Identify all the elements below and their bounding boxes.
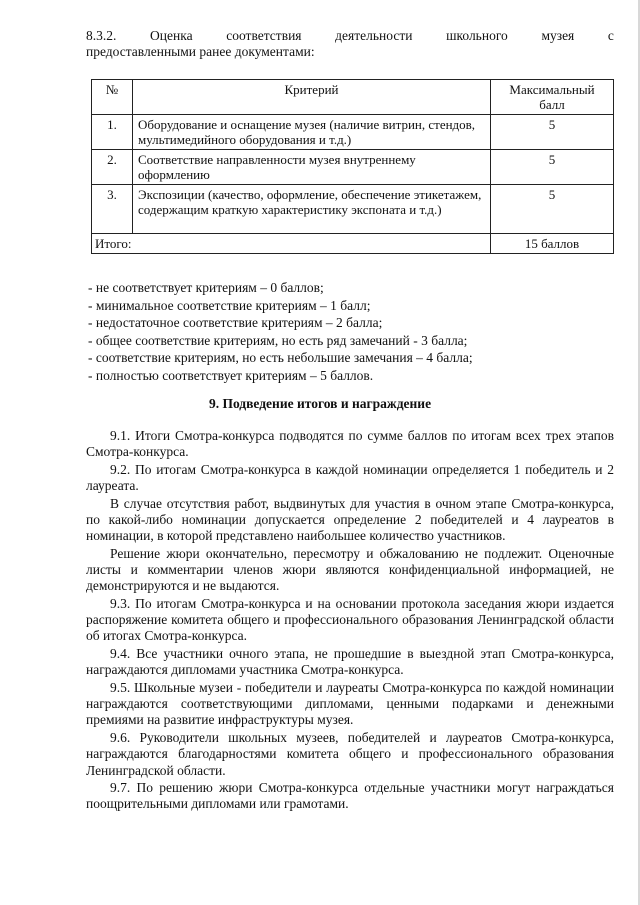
paragraph: 9.2. По итогам Смотра-конкурса в каждой номинации определяется 1 победитель и 2 лауреата. <box>86 461 614 494</box>
section-8-3-2-intro <box>86 28 614 60</box>
table-row <box>92 115 614 150</box>
row-max-score: 5 <box>491 185 614 234</box>
section-9-title: 9. Подведение итогов и награждение <box>208 396 432 411</box>
intro-word: деятельности <box>335 28 413 43</box>
total-value: 15 баллов <box>491 234 614 254</box>
paragraph: В случае отсутствия работ, выдвинутых для участия в очном этапе Смотра-конкурса, по какой-либо номинации допускается определение 2 победителей и 4 лауреатов в номинации, в которой представлено наибольшее количество участников. <box>86 495 614 544</box>
table-row <box>92 185 614 234</box>
intro-word: соответствия <box>226 28 302 43</box>
scale-item: - соответствие критериям, но есть небольшие замечания – 4 балла; <box>88 350 473 366</box>
table-total-row <box>92 234 614 254</box>
paragraph: 9.5. Школьные музеи - победители и лауреаты Смотра-конкурса по каждой номинации награждаются соответствующими дипломами, ценными подарками и денежными премиями на развитие инфраструктуры музея. <box>86 680 614 728</box>
paragraph: Решение жюри окончательно, пересмотру и обжалованию не подлежит. Оценочные листы и комментарии членов жюри являются конфиденциальной информацией, не демонстрируются и не выдаются. <box>86 545 614 594</box>
row-max-score: 5 <box>491 150 614 185</box>
criteria-table <box>91 79 614 254</box>
section-9-body <box>86 428 614 814</box>
row-max-score: 5 <box>491 115 614 150</box>
row-num: 3. <box>92 185 133 234</box>
scale-item: - минимальное соответствие критериям – 1 балл; <box>88 297 371 313</box>
total-label: Итого: <box>92 234 491 254</box>
intro-word: школьного <box>446 28 508 43</box>
row-criterion: Соответствие направленности музея внутреннему оформлению <box>133 150 491 185</box>
row-num: 2. <box>92 150 133 185</box>
intro-word: с <box>607 28 614 43</box>
table-header-row <box>92 80 614 115</box>
row-criterion: Экспозиции (качество, оформление, обеспечение этикетажем, содержащим краткую характеристику экспоната и т.д.) <box>133 185 491 234</box>
row-criterion: Оборудование и оснащение музея (наличие витрин, стендов, мультимедийного оборудования и т.д.) <box>133 115 491 150</box>
intro-word: 8.3.2. <box>86 28 117 43</box>
intro-line-1 <box>86 28 614 44</box>
header-criterion: Критерий <box>133 80 491 115</box>
table-row <box>92 150 614 185</box>
paragraph: 9.4. Все участники очного этапа, не прошедшие в выездной этап Смотра-конкурса, награждаются дипломами участника Смотра-конкурса. <box>86 646 614 678</box>
intro-line-2: предоставленными ранее документами: <box>86 44 315 59</box>
header-max-score: Максимальный балл <box>491 80 614 115</box>
header-num: № <box>92 80 133 115</box>
scale-item: - недостаточное соответствие критериям – 2 балла; <box>88 315 383 331</box>
scale-item: - не соответствует критериям – 0 баллов; <box>88 280 324 295</box>
scoring-scale-list <box>88 279 473 385</box>
paragraph: 9.7. По решению жюри Смотра-конкурса отдельные участники могут награждаться поощрительными дипломами или грамотами. <box>86 780 614 812</box>
intro-word: Оценка <box>150 28 193 43</box>
paragraph: 9.3. По итогам Смотра-конкурса и на основании протокола заседания жюри издается распоряжение комитета общего и профессионального образования Ленинградской области об итогах Смотра-конкурса. <box>86 596 614 644</box>
row-num: 1. <box>92 115 133 150</box>
scale-item: - полностью соответствует критериям – 5 баллов. <box>88 367 374 383</box>
scale-item: - общее соответствие критериям, но есть ряд замечаний - 3 балла; <box>88 332 468 348</box>
intro-word: музея <box>541 28 575 43</box>
paragraph: 9.1. Итоги Смотра-конкурса подводятся по сумме баллов по итогам всех трех этапов Смотра-конкурса. <box>86 428 614 460</box>
paragraph: 9.6. Руководители школьных музеев, победителей и лауреатов Смотра-конкурса, награждаются благодарностями комитета общего и профессионального образования Ленинградской области. <box>86 730 614 778</box>
